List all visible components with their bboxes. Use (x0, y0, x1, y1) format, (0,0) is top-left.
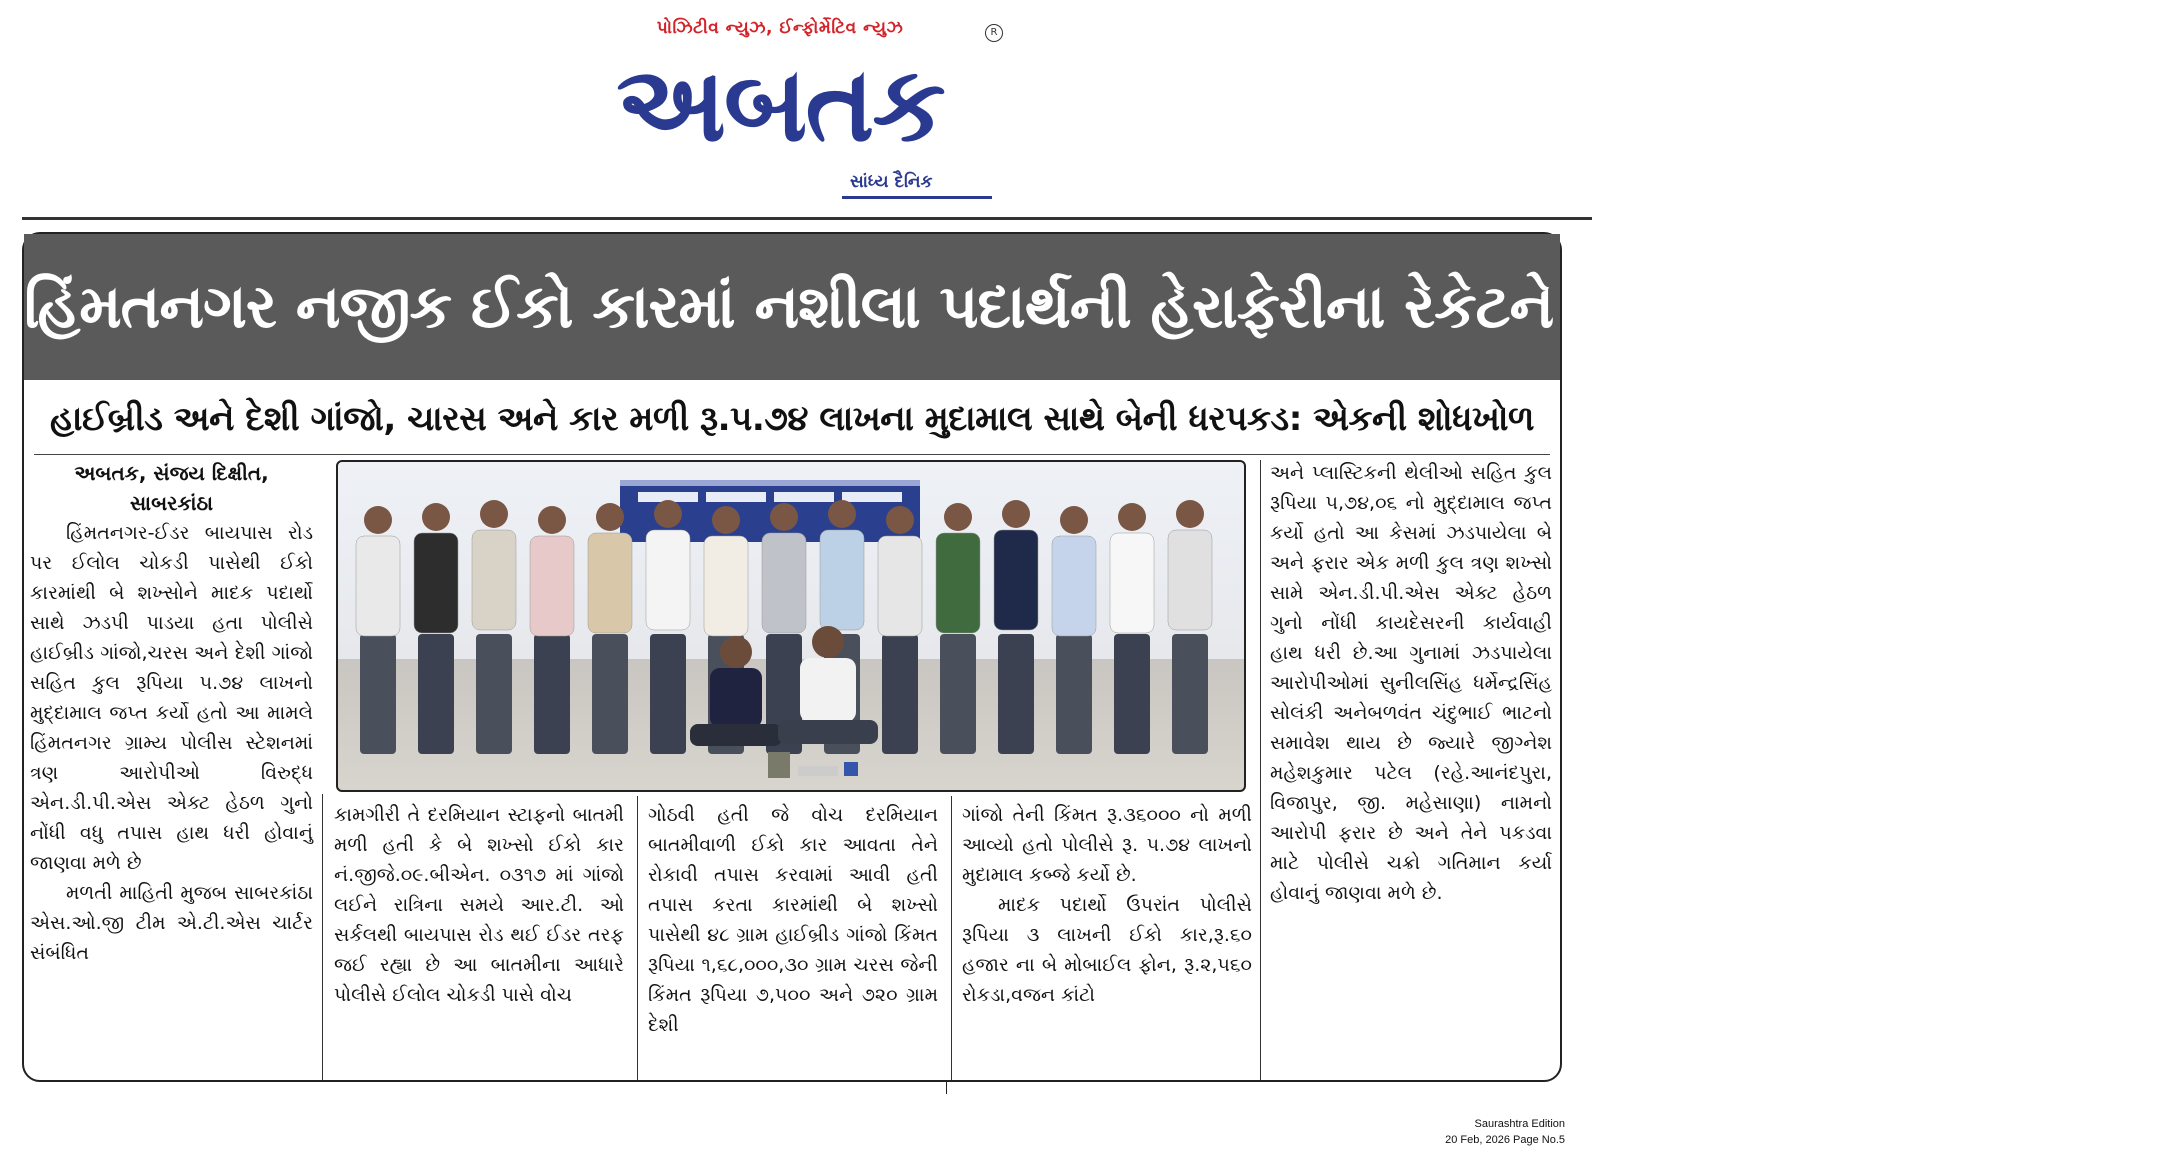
article-headline: હિંમતનગર નજીક ઈકો કારમાં નશીલા પદાર્થની હેરાફેરીના રેકેટને ઝડપી લેતી એસ.ઓ.જી. (24, 234, 1560, 380)
column-4-paragraph-2: માદક પદાર્થો ઉપરાંત પોલીસે રૂપિયા ૩ લાખની ઈકો કાર,રૂ.૬૦ હજાર ના બે મોબાઈલ ફોન, રૂ.૨,૫૬૦ રોકડા,વજન કાંટો (962, 894, 1252, 1006)
article-byline: અબતક, સંજય દિક્ષીત, સાબરકાંઠા (74, 461, 269, 515)
masthead-subtag: સાંધ્ય દૈનિક (850, 172, 933, 192)
group-photo-illustration (338, 462, 1244, 790)
standing-person (414, 503, 458, 754)
masthead-tagline: પોઝિટીવ ન્યુઝ, ઈન્ફોર્મેટિવ ન્યુઝ (656, 18, 904, 38)
column-divider (322, 794, 323, 1080)
standing-person (356, 506, 400, 754)
standing-person (588, 503, 632, 754)
standing-person (936, 503, 980, 754)
masthead (560, 14, 1020, 204)
article-column-3: ગોઠવી હતી જે વોચ દરમિયાન બાતમીવાળી ઈકો કાર આવતા તેને રોકાવી તપાસ કરવામાં આવી હતી તપાસ કરતા કારમાંથી બે શખ્સો પાસેથી ૪૮ ગ્રામ હાઈબ્રીડ ગાંજો કિંમત રૂપિયા ૧,૬૮,૦૦૦,૩૦ ગ્રામ ચરસ જેની કિંમત રૂપિયા ૭,૫૦૦ અને ૭૨૦ ગ્રામ દેશી (648, 804, 938, 1036)
page-footer (1445, 1116, 1565, 1148)
masthead-underline (842, 196, 992, 199)
article-frame (22, 232, 2177, 1082)
column-divider (637, 796, 638, 1080)
standing-person (530, 506, 574, 754)
article-column-4 (962, 800, 1252, 1010)
newspaper-logo: અબતક (616, 43, 944, 165)
standing-person (646, 500, 690, 754)
standing-officers (356, 500, 1212, 754)
standing-person (1052, 506, 1096, 754)
column-1-paragraph-2: મળતી માહિતી મુજબ સાબરકાંઠા એસ.ઓ.જી ટીમ એ.ટી.એસ ચાર્ટર સંબંધિત (30, 882, 313, 964)
column-divider (1260, 460, 1261, 1080)
column-1-paragraph-1: હિંમતનગર-ઈડર બાયપાસ રોડ પર ઈલોલ ચોકડી પાસેથી ઈકો કારમાંથી બે શખ્સોને માદક પદાર્થો સાથે ઝડપી પાડયા હતા પોલીસે હાઈબ્રીડ ગાંજો,ચરસ અને દેશી ગાંજો સહિત કુલ રૂપિયા ૫.૭૪ લાખનો મુદ્દામાલ જપ્ત કર્યો હતો આ મામલે હિંમતનગર ગ્રામ્ય પોલીસ સ્ટેશનમાં ત્રણ આરોપીઓ વિરુદ્ધ એન.ડી.પી.એસ એક્ટ હેઠળ ગુનો નોંધી વધુ તપાસ હાથ ધરી હોવાનું જાણવા મળે છે (30, 522, 313, 874)
subheadline-divider (34, 454, 1550, 455)
standing-person (994, 500, 1038, 754)
article-subheadline: હાઈબ્રીડ અને દેશી ગાંજો, ચારસ અને કાર મળી રૂ.૫.૭૪ લાખના મુદામાલ સાથે બેની ધરપકડ: એકની શોધખોળ (50, 399, 1534, 439)
standing-person (1168, 500, 1212, 754)
seized-items (768, 752, 858, 778)
article-column-2: કામગીરી તે દરમિયાન સ્ટાફનો બાતમી મળી હતી કે બે શખ્સો ઈકો કાર નં.જીજે.૦૯.બીએન. ૦૩૧૭ માં ગાંજો લઈને રાત્રિના સમયે આર.ટી. ઓ સર્કલથી બાયપાસ રોડ થઈ ઈડર તરફ જઈ રહ્યા છે આ બાતમીના આધારે પોલીસે ઈલોલ ચોકડી પાસે વોચ (334, 804, 624, 1006)
article-column-5: અને પ્લાસ્ટિકની થેલીઓ સહિત કુલ રૂપિયા ૫,૭૪,૦૬ નો મુદ્દામાલ જપ્ત કર્યો હતો આ કેસમાં ઝડપાયેલા બે અને ફરાર એક મળી કુલ ત્રણ શખ્સો સામે એન.ડી.પી.એસ એક્ટ હેઠળ ગુનો નોંધી કાયદેસરની કાર્યવાહી હાથ ધરી છે.આ ગુનામાં ઝડપાયેલા આરોપીઓમાં સુનીલસિંહ ધર્મેન્દ્રસિંહ સોલંકી અનેબળવંત ચંદુભાઈ ભાટનો સમાવેશ થાય છે જ્યારે જીગ્નેશ મહેશકુમાર પટેલ (રહે.આનંદપુરા, વિજાપુર, જી. મહેસાણા) નામનો આરોપી ફરાર છે અને તેને પકડવા માટે પોલીસે ચક્રો ગતિમાન કર્યા હોવાનું જાણવા મળે છે. (1270, 462, 1552, 904)
standing-person (762, 503, 806, 754)
standing-person (472, 500, 516, 754)
registered-mark-icon: R (985, 24, 1003, 42)
column-divider (951, 796, 952, 1080)
standing-person (878, 506, 922, 754)
edition-label: Saurashtra Edition (1474, 1118, 1565, 1130)
standing-person (1110, 503, 1154, 754)
date-page-label: 20 Feb, 2026 Page No.5 (1445, 1134, 1565, 1146)
page-fold-mark (946, 1080, 947, 1094)
article-photo (336, 460, 1246, 792)
column-4-paragraph-1: ગાંજો તેની કિંમત રૂ.૩૬૦૦૦ નો મળી આવ્યો હતો પોલીસે રૂ. ૫.૭૪ લાખનો મુદામાલ કબ્જે કર્યો છે. (962, 804, 1252, 886)
masthead-divider (22, 217, 1592, 220)
article-column-1 (30, 458, 313, 968)
